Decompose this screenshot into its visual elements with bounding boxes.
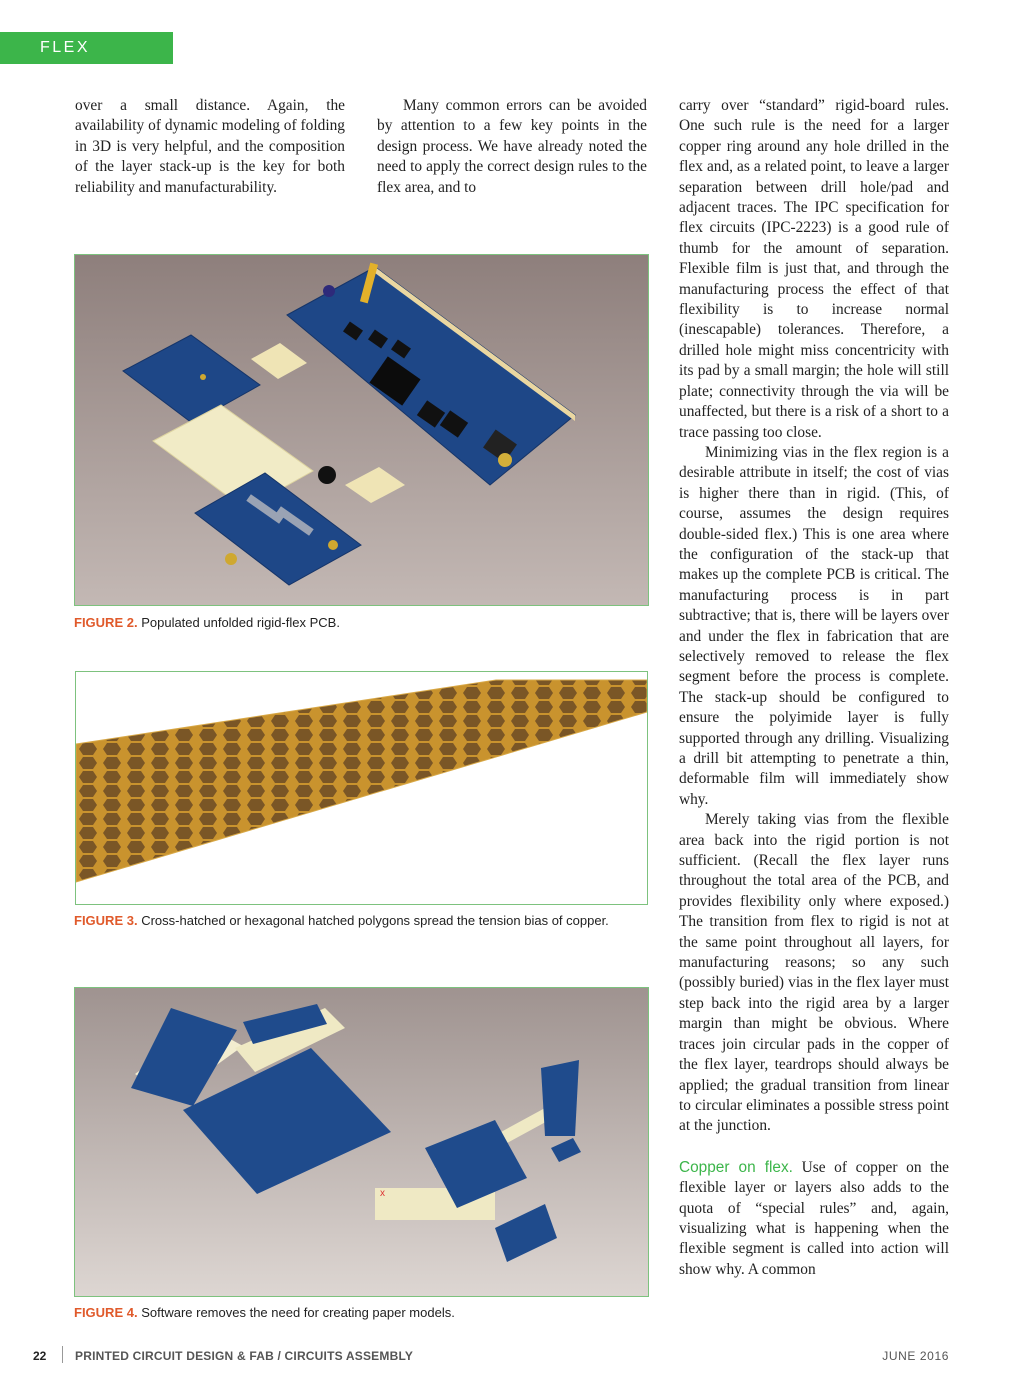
figure-4-image	[74, 987, 649, 1297]
col3-paragraph-4	[679, 1158, 949, 1280]
col3-paragraph-3: Merely taking vias from the flexible area back into the rigid portion is not sufficient. (Recall the flex layer runs throughout the total area of the PCB, and provides flexibility only where exposed.) The transition from flex to rigid is not at the same point throughout all layers, for manufacturing reasons; so any such (possibly buried) vias in the flex layer must step back into the rigid area by a larger margin than might be obvious. Where traces join circular pads in the copper of the flex layer, teardrops should always be applied; the gradual transition from linear to circular eliminates a possible stress point at the junction.	[679, 811, 949, 1135]
svg-text:x: x	[380, 1188, 385, 1199]
figure-3-image	[75, 671, 648, 905]
column-2	[377, 96, 647, 198]
figure-2-caption-text: Populated unfolded rigid-flex PCB.	[141, 615, 340, 630]
figure-4-caption	[74, 1304, 647, 1322]
paragraph-spacer	[679, 1137, 949, 1158]
section-header-bold: DESIGN	[40, 71, 117, 88]
column-1	[75, 96, 345, 198]
issue-date: JUNE 2016	[882, 1349, 949, 1363]
figure-2-label: FIGURE 2.	[74, 615, 138, 630]
col3-paragraph-4-text: Use of copper on the flexible layer or layers also adds to the quota of “special rules” and, again, visualizing what is happening when the flexible segment is called into action will show why. A common	[679, 1158, 949, 1278]
col1-paragraph-1: over a small distance. Again, the availability of dynamic modeling of folding in 3D is very helpful, and the composition of the layer stack-up is the key for both reliability and manufacturability.	[75, 97, 345, 196]
col3-paragraph-1: carry over “standard” rigid-board rules. One such rule is the need for a larger copper ring around any hole drilled in the flex and, as a related point, to leave a larger separation between drill hole/pad and adjacent traces. The IPC specification for flex circuits (IPC-2223) is a good rule of thumb for the amount of separation. Flexible film is just that, and through the manufacturing process the effect of that flexibility is to increase normal (inescapable) tolerances. Therefore, a drilled hole might miss concentricity with its pad by a small margin; the hole will still plate; connectivity through the via will be unaffected, but there is a risk of a short to a trace passing too close.	[679, 97, 949, 441]
col2-paragraph-1: Many common errors can be avoided by attention to a few key points in the design process. We have already noted the need to apply the correct design rules to the flex area, and to	[377, 97, 647, 196]
figure-3-caption-text: Cross-hatched or hexagonal hatched polygons spread the tension bias of copper.	[141, 913, 609, 928]
figure-2-caption	[74, 614, 647, 632]
col3-paragraph-2: Minimizing vias in the flex region is a desirable attribute in itself; the cost of vias is higher there than in rigid. (This, of course, assumes the design requires double-sided flex.) This is one area where the configuration of the stack-up that makes up the complete PCB is critical. The manufacturing process is in part subtractive; that is, there will be layers over and under the flex in fabrication that are selectively removed to release the flex segment before the process is complete. The stack-up should be configured to ensure the polyimide layer is fully supported through any drilling. Visualizing a drill bit attempting to penetrate a thin, deformable film will immediately show why.	[679, 443, 949, 808]
column-3	[679, 96, 949, 1280]
footer-divider	[62, 1346, 63, 1363]
section-header	[0, 32, 173, 88]
section-header-light: FLEX	[40, 39, 91, 56]
subhead-copper-on-flex: Copper on flex.	[679, 1158, 793, 1176]
figure-4-label: FIGURE 4.	[74, 1305, 138, 1320]
figure-4-caption-text: Software removes the need for creating paper models.	[141, 1305, 455, 1320]
publication-name: PRINTED CIRCUIT DESIGN & FAB / CIRCUITS ASSEMBLY	[75, 1349, 414, 1363]
page-number: 22	[33, 1349, 47, 1363]
figure-3-label: FIGURE 3.	[74, 913, 138, 928]
figure-3-caption	[74, 912, 647, 930]
figure-2-image	[74, 254, 649, 606]
